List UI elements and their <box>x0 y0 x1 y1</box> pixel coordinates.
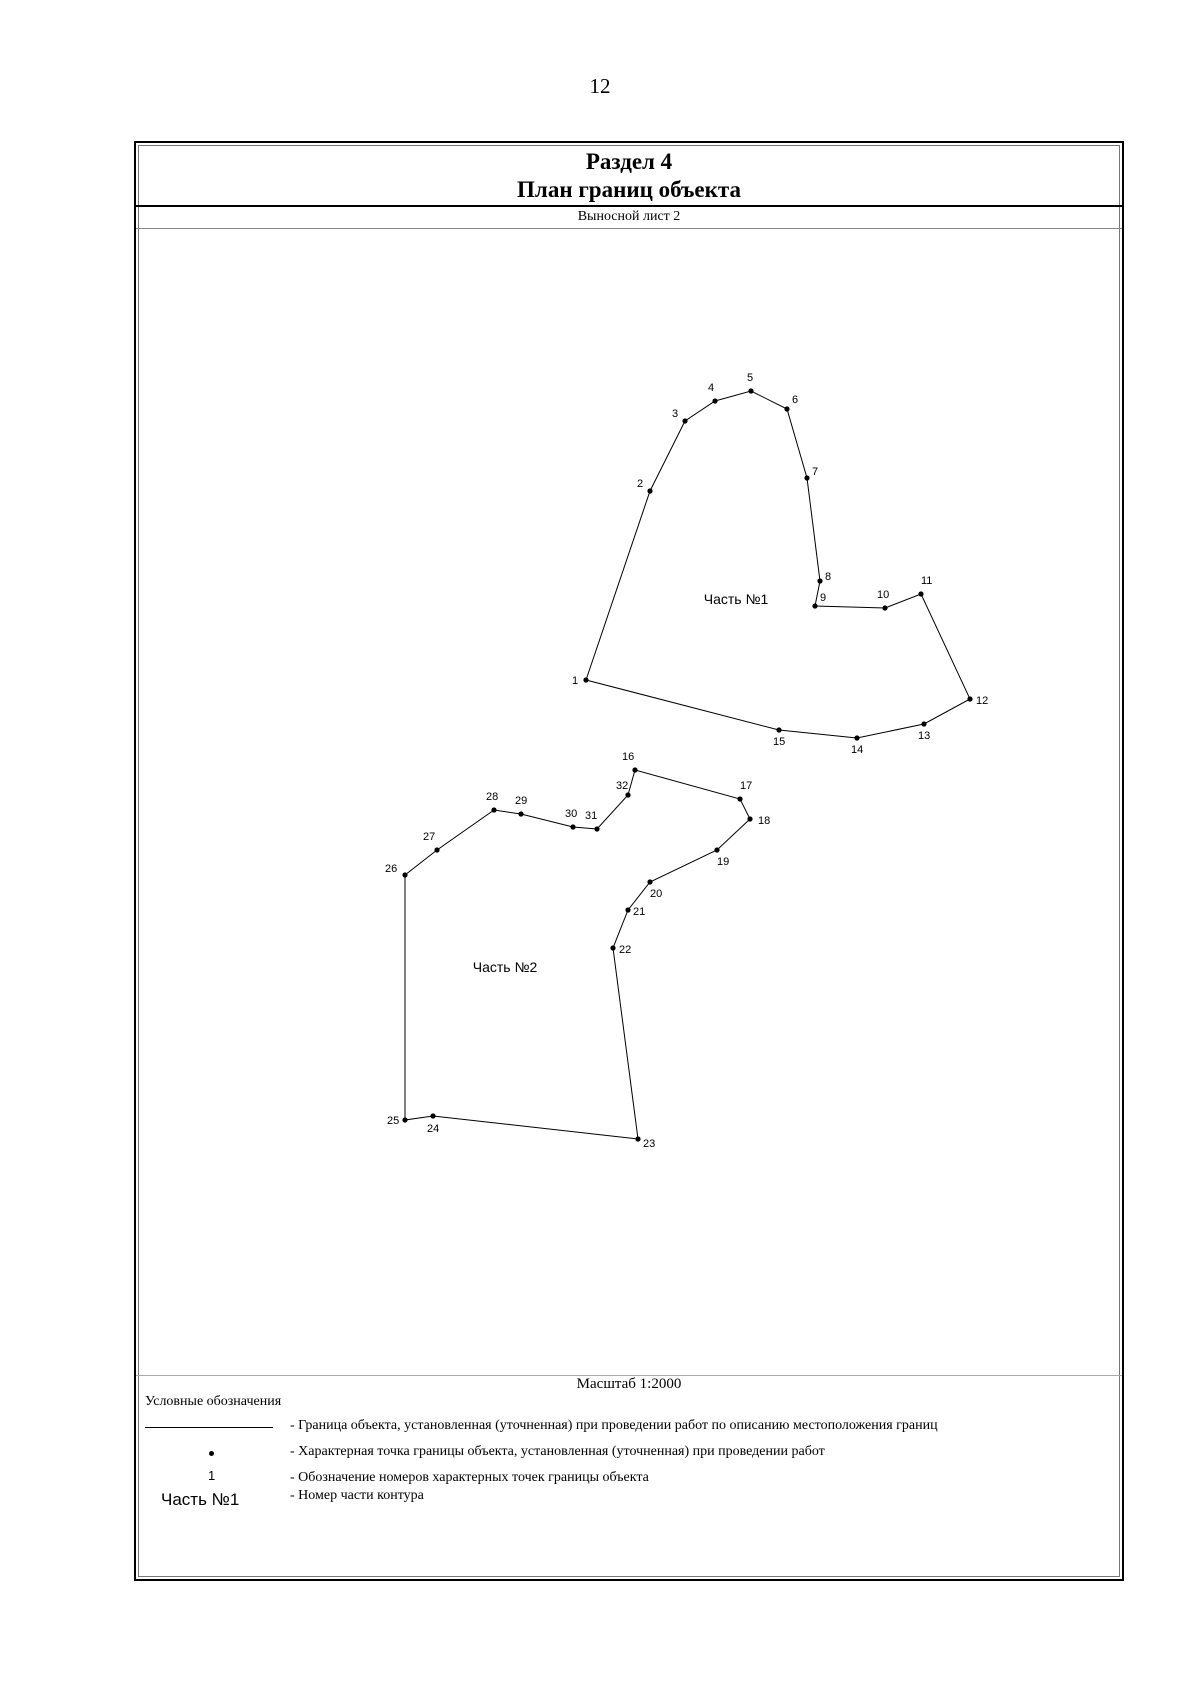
point-symbol <box>145 1442 275 1464</box>
point-label-8: 8 <box>825 571 832 583</box>
boundary-point-19 <box>714 847 719 852</box>
boundary-point-11 <box>918 591 923 596</box>
legend-title: Условные обозначения <box>145 1394 282 1409</box>
boundary-point-28 <box>491 807 496 812</box>
boundary-point-10 <box>882 605 887 610</box>
boundary-point-5 <box>748 388 753 393</box>
part-label-2: Часть №2 <box>472 959 538 975</box>
point-label-17: 17 <box>740 780 753 792</box>
legend-item-point <box>136 1442 1122 1464</box>
point-label-21: 21 <box>633 906 646 918</box>
boundary-point-29 <box>518 811 523 816</box>
point-label-4: 4 <box>708 382 715 394</box>
boundary-point-3 <box>682 418 687 423</box>
boundary-point-30 <box>570 824 575 829</box>
point-label-30: 30 <box>565 808 578 820</box>
point-label-23: 23 <box>643 1138 656 1150</box>
boundary-point-22 <box>610 945 615 950</box>
boundary-point-14 <box>854 735 859 740</box>
legend-item-number <box>136 1468 1122 1490</box>
point-label-9: 9 <box>820 592 827 604</box>
document-frame <box>134 141 1124 1581</box>
boundary-point-23 <box>635 1136 640 1141</box>
page-number: 12 <box>589 74 611 98</box>
point-label-22: 22 <box>619 944 632 956</box>
point-label-24: 24 <box>427 1123 440 1135</box>
boundary-point-9 <box>812 603 817 608</box>
boundary-point-4 <box>712 398 717 403</box>
plan-drawing <box>136 229 1122 1369</box>
boundary-line-symbol <box>145 1416 275 1438</box>
point-label-19: 19 <box>717 856 730 868</box>
point-label-5: 5 <box>747 372 754 384</box>
point-label-32: 32 <box>616 780 629 792</box>
boundary-point-26 <box>402 872 407 877</box>
boundary-point-13 <box>921 721 926 726</box>
sheet-label: Выносной лист 2 <box>136 207 1122 229</box>
point-label-20: 20 <box>650 888 663 900</box>
point-label-7: 7 <box>812 466 819 478</box>
boundary-plan <box>136 229 1122 1513</box>
point-label-29: 29 <box>515 795 528 807</box>
scale-label: Масштаб 1:2000 <box>576 1376 682 1392</box>
legend-text-boundary: - Граница объекта, установленная (уточненная) при проведении работ по описанию местоположения границ <box>290 1418 938 1433</box>
legend <box>136 1375 1122 1583</box>
point-label-2: 2 <box>637 478 644 490</box>
point-label-16: 16 <box>622 751 635 763</box>
boundary-point-25 <box>402 1117 407 1122</box>
boundary-contour-part-2 <box>405 770 753 1139</box>
boundary-point-17 <box>737 796 742 801</box>
part-number-symbol <box>145 1488 275 1510</box>
boundary-point-12 <box>967 696 972 701</box>
point-label-25: 25 <box>387 1115 400 1127</box>
point-label-6: 6 <box>792 394 799 406</box>
boundary-point-31 <box>594 826 599 831</box>
point-label-3: 3 <box>672 408 679 420</box>
section-header <box>136 143 1122 207</box>
legend-text-point: - Характерная точка границы объекта, установленная (уточненная) при проведении работ <box>290 1444 825 1459</box>
boundary-point-24 <box>430 1113 435 1118</box>
point-number-example: 1 <box>208 1468 216 1483</box>
boundary-point-7 <box>804 475 809 480</box>
boundary-point-20 <box>647 879 652 884</box>
point-label-28: 28 <box>486 791 499 803</box>
point-label-11: 11 <box>921 575 933 587</box>
point-number-symbol <box>145 1468 275 1490</box>
boundary-point-15 <box>776 727 781 732</box>
point-label-10: 10 <box>877 589 890 601</box>
point-label-14: 14 <box>851 744 864 756</box>
part-number-example: Часть №1 <box>161 1490 240 1509</box>
boundary-point-21 <box>625 907 630 912</box>
point-label-15: 15 <box>773 736 786 748</box>
legend-item-boundary <box>136 1416 1122 1438</box>
part-label-1: Часть №1 <box>703 591 769 607</box>
point-label-13: 13 <box>918 730 931 742</box>
boundary-point-32 <box>625 792 630 797</box>
boundary-point-27 <box>434 847 439 852</box>
point-label-26: 26 <box>385 863 398 875</box>
point-label-1: 1 <box>572 675 579 687</box>
section-title: Раздел 4 <box>585 149 673 174</box>
boundary-point-2 <box>647 488 652 493</box>
point-label-27: 27 <box>423 831 436 843</box>
boundary-contour-part-1 <box>586 391 970 738</box>
plan-title: План границ объекта <box>517 177 741 202</box>
point-label-18: 18 <box>758 815 771 827</box>
boundary-point-18 <box>747 816 752 821</box>
boundary-point-8 <box>817 578 822 583</box>
point-label-12: 12 <box>976 695 989 707</box>
legend-text-part: - Номер части контура <box>290 1488 424 1503</box>
point-label-31: 31 <box>585 810 598 822</box>
legend-item-part <box>136 1488 1122 1510</box>
boundary-point-1 <box>583 677 588 682</box>
legend-text-number: - Обозначение номеров характерных точек границы объекта <box>290 1470 649 1485</box>
boundary-point-16 <box>632 767 637 772</box>
boundary-point-6 <box>784 406 789 411</box>
